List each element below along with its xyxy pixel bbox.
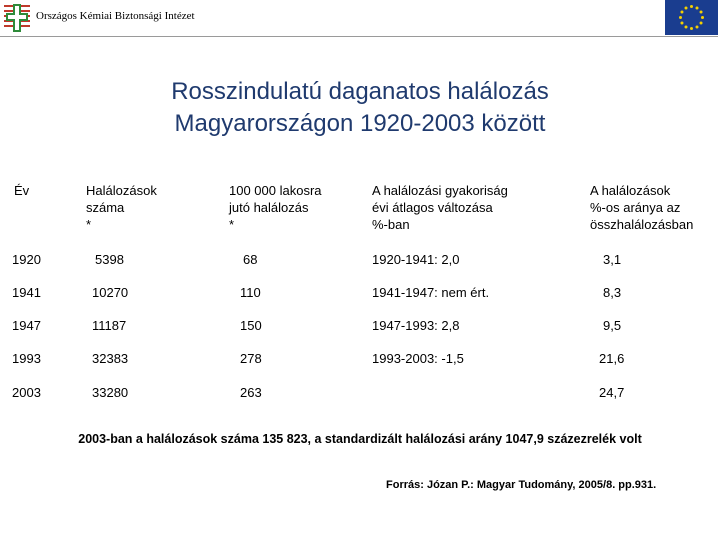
table-cell: 10270 [92, 285, 129, 300]
eu-star-icon [690, 5, 693, 8]
table-cell: 1941-1947: nem ért. [372, 285, 490, 300]
table-header-cell: Halálozások [86, 183, 157, 198]
table-header-cell: Év [14, 183, 30, 198]
table-header-cell: %-os aránya az [590, 200, 681, 215]
eu-star-icon [700, 22, 703, 25]
table-cell: 2003 [12, 385, 41, 400]
eu-star-icon [701, 16, 704, 19]
table-header-cell: összhalálozásban [590, 217, 694, 232]
table-header-cell: száma [86, 200, 125, 215]
table-cell: 1993-2003: -1,5 [372, 351, 464, 366]
table-cell: 1920 [12, 252, 41, 267]
eu-star-icon [700, 11, 703, 14]
table-cell: 33280 [92, 385, 129, 400]
eu-star-icon [690, 27, 693, 30]
table-cell: 21,6 [599, 351, 625, 366]
eu-star-icon [696, 26, 699, 29]
table-header-cell: %-ban [372, 217, 410, 232]
eu-star-icon [680, 22, 683, 25]
table-header-cell: * [86, 217, 92, 232]
title-line-1: Rosszindulatú daganatos halálozás [171, 78, 549, 105]
table-cell: 1941 [12, 285, 41, 300]
table-header-cell: 100 000 lakosra [229, 183, 322, 198]
table-cell: 1947 [12, 318, 41, 333]
table-cell: 3,1 [603, 252, 622, 267]
title-line-2: Magyarországon 1920-2003 között [174, 110, 546, 137]
table-cell: 68 [243, 252, 258, 267]
page-title [60, 76, 660, 140]
table-header-cell: A halálozási gyakoriság [372, 183, 508, 198]
source-citation: Forrás: Józan P.: Magyar Tudomány, 2005/8. pp.931. [386, 479, 657, 491]
okbi-logo-icon [2, 2, 32, 34]
table-header-cell: évi átlagos változása [372, 200, 493, 215]
table-cell: 1947-1993: 2,8 [372, 318, 460, 333]
table-header-cell: jutó halálozás [229, 200, 309, 215]
table-cell: 32383 [92, 351, 129, 366]
note-text: 2003-ban a halálozások száma 135 823, a standardizált halálozási arány 1047,9 százezrelék volt [78, 432, 642, 446]
table-header-cell: * [229, 217, 235, 232]
table-cell: 278 [240, 351, 262, 366]
eu-star-icon [679, 16, 682, 19]
table-cell: 9,5 [603, 318, 622, 333]
eu-star-icon [680, 11, 683, 14]
table-cell: 150 [240, 318, 262, 333]
table-cell: 8,3 [603, 285, 622, 300]
table-cell: 24,7 [599, 385, 625, 400]
org-name: Országos Kémiai Biztonsági Intézet [36, 10, 195, 22]
table-cell: 1920-1941: 2,0 [372, 252, 460, 267]
table-header-cell: A halálozások [590, 183, 671, 198]
eu-star-icon [685, 6, 688, 9]
table-cell: 1993 [12, 351, 41, 366]
table-cell: 5398 [95, 252, 124, 267]
eu-star-icon [696, 6, 699, 9]
table-cell: 110 [240, 285, 261, 300]
eu-flag-icon [665, 0, 718, 35]
eu-star-icon [685, 26, 688, 29]
table-cell: 263 [240, 385, 262, 400]
table-cell: 11187 [92, 318, 127, 333]
header-bar [0, 0, 718, 37]
